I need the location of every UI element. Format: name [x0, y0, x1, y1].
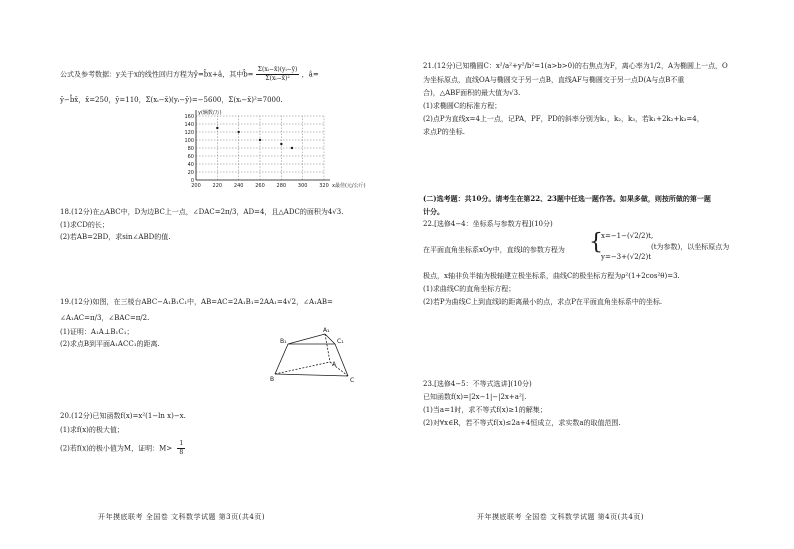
scatter-point — [216, 127, 218, 129]
q21-part2: (2)点P为直线x=4上一点，记PA，PF，PD的斜率分别为k₁，k₂，k₃，若k₁+2k₂+k₃=4， — [423, 115, 704, 123]
y-tick-label: 40 — [187, 161, 194, 168]
q19-stem-cont: ∠A₁AC=π/3，∠BAC=π/2. — [60, 314, 150, 322]
section2-heading: (二)选考题：共10分。请考生在第22、23题中任选一题作答。如果多做，则按所做的第一题 — [423, 194, 711, 203]
label-b: B — [270, 376, 275, 383]
right-page-footer: 开年摸底联考 全国卷 文科数学试题 第4页(共4页) — [477, 513, 645, 521]
scatter-point — [237, 131, 239, 133]
q20-part1: (1)求f(x)的极大值； — [60, 426, 124, 434]
q18-part2: (2)若AB=2BD，求sin∠ABD的值. — [60, 233, 171, 241]
q22-part1: (1)求曲线C的直角坐标方程； — [423, 285, 516, 293]
q21-part1: (1)求椭圆C的标准方程； — [423, 102, 502, 110]
q20-stem: 20.(12分)已知函数f(x)=x²(1−ln x)−x. — [60, 412, 186, 420]
q23-part2: (2)对∀x∈R，若不等式f(x)≤2a+4恒成立，求实数a的取值范围. — [423, 419, 621, 427]
edge-b1-a1 — [288, 334, 325, 344]
q22-eq-x: x=−1−(√2/2)t, — [601, 232, 654, 240]
frustum-figure — [270, 326, 360, 386]
label-a: A — [332, 361, 337, 368]
q22-param-note: (t为参数)，以坐标原点为 — [651, 243, 730, 251]
y-tick-label: 100 — [184, 137, 194, 144]
x-tick-label: 260 — [255, 183, 265, 189]
x-tick-label: 200 — [191, 183, 201, 189]
y-tick-label: 60 — [187, 153, 194, 160]
y-tick-label: 120 — [184, 129, 194, 136]
q21-stem-cont2: 合)，△ABF面积的最大值为√3. — [423, 89, 521, 97]
edge-b-b1 — [275, 344, 288, 374]
q17-formula-fraction — [256, 66, 300, 83]
q19-part2: (2)求点B到平面A₁ACC₁的距离. — [60, 340, 160, 348]
label-b1: B₁ — [280, 338, 287, 345]
y-tick-label: 140 — [184, 121, 194, 128]
label-a1: A₁ — [323, 327, 330, 334]
q20-part2-text: (2)若f(x)的极小值为M，证明：M> — [60, 444, 173, 453]
scatter-point — [259, 139, 261, 141]
q23-stem: 已知函数f(x)=|2x−1|−|2x+a²|. — [423, 393, 527, 401]
y-axis-label: y(辆数/万) — [198, 110, 222, 116]
edge-b-a — [275, 362, 330, 374]
q17-formula-numerator: Σ(xᵢ−x̄)(yᵢ−ȳ) — [257, 66, 298, 73]
x-tick-label: 300 — [297, 183, 308, 189]
q22-stem-cont: 极点，x轴非负半轴为极轴建立极坐标系，曲线C的极坐标方程为ρ²(1+2cos²θ)=3. — [423, 272, 680, 280]
q20-fraction-num: 1 — [179, 440, 184, 447]
y-tick-label: 80 — [187, 145, 194, 152]
x-tick-label: 220 — [212, 183, 223, 189]
q20-fraction-den: 8 — [179, 449, 184, 456]
q22-stem: 在平面直角坐标系xOy中，直线l的参数方程为 — [423, 246, 565, 254]
q20-part2 — [60, 440, 185, 457]
q21-part2-cont: 求点P的坐标. — [423, 128, 465, 136]
x-tick-label: 280 — [276, 183, 287, 189]
scatter-point — [291, 147, 293, 149]
label-c1: C₁ — [337, 338, 344, 345]
scatter-chart — [182, 104, 366, 194]
section2-heading-cont: 计分。 — [423, 207, 444, 216]
y-tick-label: 0 — [190, 177, 194, 184]
q21-stem: 21.(12分)已知椭圆C：x²/a²+y²/b²=1(a>b>0)的右焦点为F，离心率为1/2，A为椭圆上一点，O — [423, 62, 728, 70]
scatter-point — [280, 143, 282, 145]
equation-brace: { — [589, 230, 603, 255]
q21-stem-cont1: 为坐标原点，直线OA与椭圆交于另一点B，直线AF与椭圆交于另一点D(A与点B不重 — [423, 76, 685, 84]
x-tick-label: 320 — [319, 183, 329, 189]
x-tick-label: 240 — [233, 183, 244, 189]
q18-stem: 18.(12分)在△ABC中，D为边BC上一点，∠DAC=2π/3，AD=4，且△ADC的面积为4√3. — [60, 208, 344, 216]
edge-b-c — [275, 374, 348, 376]
q22-part2: (2)若P为曲线C上到直线l的距离最小的点，求点P在平面直角坐标系中的坐标. — [423, 298, 663, 306]
left-page-footer: 开年摸底联考 全国卷 文科数学试题 第3页(共4页) — [98, 513, 266, 521]
q17-formula-intro — [60, 66, 319, 83]
q17-formula-denominator: Σ(xᵢ−x̄)² — [265, 75, 290, 82]
q17-formula-text: 公式及参考数据：y关于x的线性回归方程为ŷ=b̂x+â，其中b̂= — [60, 70, 254, 79]
right-page — [397, 0, 794, 549]
q19-stem: 19.(12分)如图，在三棱台ABC−A₁B₁C₁中，AB=AC=2A₁B₁=2AA₁=4√2，∠A₁AB= — [60, 298, 333, 306]
q19-part1: (1)证明：A₁A⊥B₁C₁； — [60, 328, 134, 336]
q20-fraction — [177, 440, 185, 457]
q17-formula-suffix: ，â= — [301, 70, 319, 79]
q18-part1: (1)求CD的长； — [60, 221, 109, 229]
q22-title: 22.[选修4−4：坐标系与参数方程](10分) — [423, 220, 553, 228]
y-tick-label: 20 — [187, 169, 194, 176]
label-c: C — [350, 377, 355, 384]
q22-eq-y: y=−3+(√2/2)t — [601, 253, 652, 261]
x-axis-label: x最佳(元/公斤) — [332, 183, 366, 189]
q23-part1: (1)当a=1时，求不等式f(x)≥1的解集； — [423, 406, 547, 414]
q17-reference-data: ȳ−b̂x̄，x̄=250，ȳ=110，Σ(xᵢ−x̄)(yᵢ−ȳ)=−5600，Σ(xᵢ−x̄)²=7000. — [60, 96, 283, 104]
q23-title: 23.[选修4−5：不等式选讲](10分) — [423, 380, 532, 388]
y-tick-label: 160 — [184, 113, 194, 120]
